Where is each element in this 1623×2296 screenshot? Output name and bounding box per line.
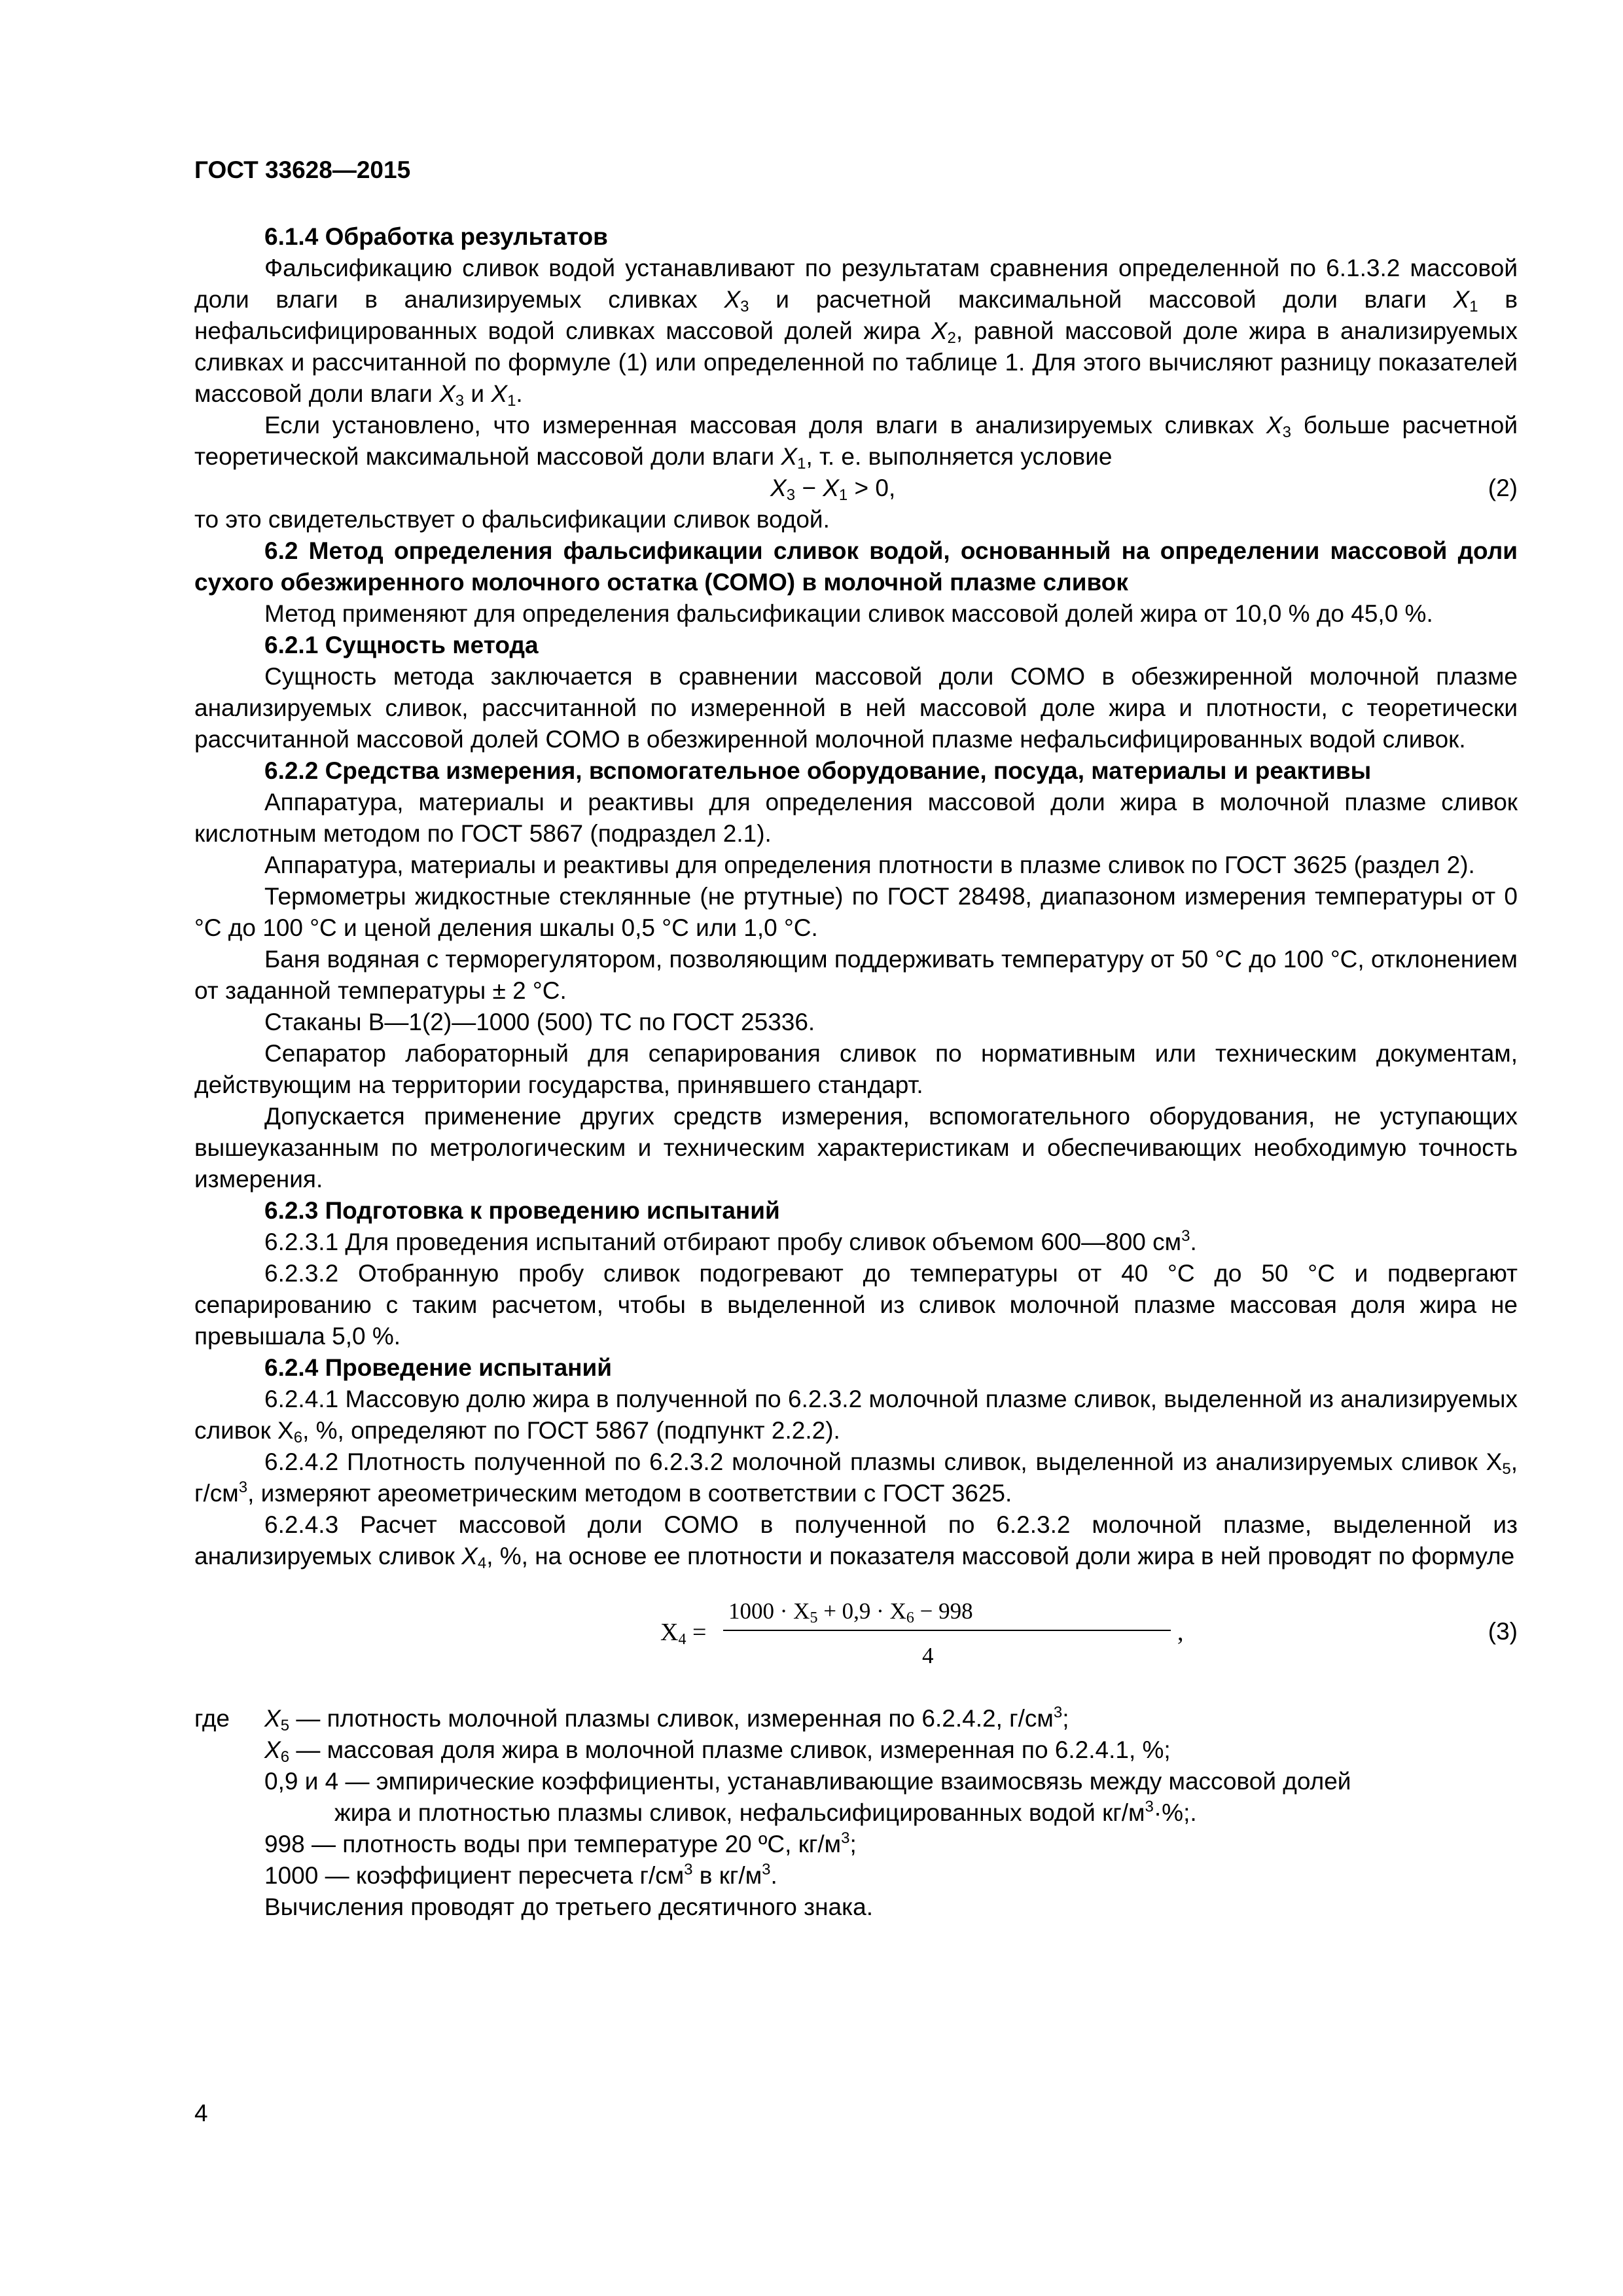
paragraph-6-1-4-2: Если установлено, что измеренная массовая доля влаги в анализируемых сливках $X_3$ больше расчетной теоретической максимальной массовой доли влаги $X_1$, т. е. выполняется условие [194,412,1518,473]
paragraph-6-2-4-1: 6.2.4.1 Массовую долю жира в полученной по 6.2.3.2 молочной плазме сливок, выделенной из анализируемых сливок $Х_6$, %, определяют по ГОСТ 5867 (подпункт 2.2.2). [194,1386,1518,1446]
paragraph-6-2-2-1: Аппаратура, материалы и реактивы для определения массовой доли жира в молочной плазме сливок кислотным методом по ГОСТ 5867 (подраздел 2.1). [194,789,1518,847]
legend-x5: где $X_5$ — плотность молочной плазмы сливок, измеренная по 6.2.4.2, $г/см^3$; [194,1704,1069,1734]
equation-2-number: (2) [1488,475,1518,501]
paragraph-6-2-3-1: 6.2.3.1 Для проведения испытаний отбирают пробу сливок объемом 600—800 $см^3$. [264,1227,1197,1255]
paragraph-6-2-3-2: 6.2.3.2 Отобранную пробу сливок подогревают до температуры от 40 °С до 50 °С и подвергают сепарированию с таким расчетом, чтобы в выделенной из сливок молочной плазме массовая доля жира не превышала 5,0 %. [194,1260,1518,1350]
heading-6-2-1: 6.2.1 Сущность метода [264,632,539,658]
document-page [194,154,1518,1923]
formula-3-denominator: 4 [922,1643,934,1668]
paragraph-6-2-2-2: Аппаратура, материалы и реактивы для определения плотности в плазме сливок по ГОСТ 3625 (раздел 2). [264,852,1475,878]
fraction-bar [723,1630,1171,1631]
heading-6-1-4: 6.1.4 Обработка результатов [264,223,608,250]
formula-3-lhs: $X_4$ = [660,1619,707,1648]
paragraph-6-1-4-1: Фальсификацию сливок водой устанавливают по результатам сравнения определенной по 6.1.3.2 массовой доли влаги в анализируемых сливках $X_3$ и расчетной максимальной массовой доли влаги $X_1$ в нефальсифицированных водой сливках массовой долей жира $X_2$, равной массовой доле жира в анализируемых сливках и рассчитанной по формуле (1) или определенной по таблице 1. Для этого вычисляют разницу показателей массовой доли влаги $X_3$ и $X_1$. [194,255,1518,410]
equation-2-expression: $X_3 - X_1 > 0$, [770,475,896,504]
legend-where-label: где [194,1705,230,1732]
paragraph-6-2-2-6: Сепаратор лабораторный для сепарирования сливок по нормативным или техническим документам, действующим на территории государства, принявшего стандарт. [194,1040,1518,1098]
paragraph-6-2-4-3: 6.2.4.3 Расчет массовой доли СОМО в полученной по 6.2.3.2 молочной плазме, выделенной из анализируемых сливок $X_4$, %, на основе ее плотности и показателя массовой доли жира в ней проводят по формуле [194,1511,1518,1572]
paragraph-6-2-2-3: Термометры жидкостные стеклянные (не ртутные) по ГОСТ 28498, диапазоном измерения температуры от 0 °С до 100 °С и ценой деления шкалы 0,5 °С или 1,0 °С. [194,883,1518,941]
legend-coefficients: 0,9 и 4 — эмпирические коэффициенты, устанавливающие взаимосвязь между массовой долей жира и плотностью плазмы сливок, нефальсифицированных водой $кг/м^3\cdot\%$;. [264,1768,1351,1826]
formula-3-number: (3) [1488,1618,1518,1645]
paragraph-6-2-2-4: Баня водяная с терморегулятором, позволяющим поддерживать температуру от 50 °С до 100 °С, отклонением от заданной температуры ± 2 °С. [194,946,1518,1004]
heading-6-2: 6.2 Метод определения фальсификации сливок водой, основанный на определении массовой доли сухого обезжиренного молочного остатка (СОМО) в молочной плазме сливок [194,537,1518,596]
formula-legend [194,1703,1518,1923]
paragraph-6-2-1: Метод применяют для определения фальсификации сливок массовой долей жира от 10,0 % до 45,0 %. [264,600,1433,627]
document-header: ГОСТ 33628—2015 [194,156,411,183]
formula-3-numerator: $1000 \cdot X_5 + 0,9 \cdot X_6 - 998$ [728,1598,973,1626]
heading-6-2-3: 6.2.3 Подготовка к проведению испытаний [264,1197,780,1224]
paragraph-6-2-2-7: Допускается применение других средств измерения, вспомогательного оборудования, не уступающих вышеуказанным по метрологическим и техническим характеристикам и обеспечивающих необходимую точность измерения. [194,1103,1518,1193]
heading-6-2-4: 6.2.4 Проведение испытаний [264,1354,613,1381]
legend-water-density: 998 — плотность воды при температуре 20 ºС, $кг/м^3$; [264,1829,857,1857]
paragraph-6-2-1-1: Сущность метода заключается в сравнении массовой доли СОМО в обезжиренной молочной плазме анализируемых сливок, рассчитанной по измеренной в ней массовой доле жира и плотности, с теоретически рассчитанной массовой долей СОМО в обезжиренной молочной плазме нефальсифицированных водой сливок. [194,663,1518,753]
legend-final-note: Вычисления проводят до третьего десятичного знака. [264,1893,873,1920]
paragraph-6-2-4-2: 6.2.4.2 Плотность полученной по 6.2.3.2 молочной плазмы сливок, выделенной из анализируемых сливок $Х_5$, $г/см^3$, измеряют ареометрическим методом в соответствии с ГОСТ 3625. [194,1448,1518,1507]
legend-conversion: 1000 — коэффициент пересчета $г/см^3$ в $кг/м^3$. [264,1861,777,1889]
formula-3 [194,1572,1518,1703]
legend-x6: $X_6$ — массовая доля жира в молочной плазме сливок, измеренная по 6.2.4.1, %; [264,1736,1171,1766]
paragraph-6-1-4-3: то это свидетельствует о фальсификации сливок водой. [194,506,830,533]
paragraph-6-2-2-5: Стаканы В—1(2)—1000 (500) ТС по ГОСТ 25336. [264,1009,815,1035]
page-number: 4 [194,2100,208,2126]
formula-3-comma: , [1177,1619,1184,1646]
heading-6-2-2: 6.2.2 Средства измерения, вспомогательное оборудование, посуда, материалы и реактивы [264,757,1372,784]
equation-2 [194,473,1518,504]
